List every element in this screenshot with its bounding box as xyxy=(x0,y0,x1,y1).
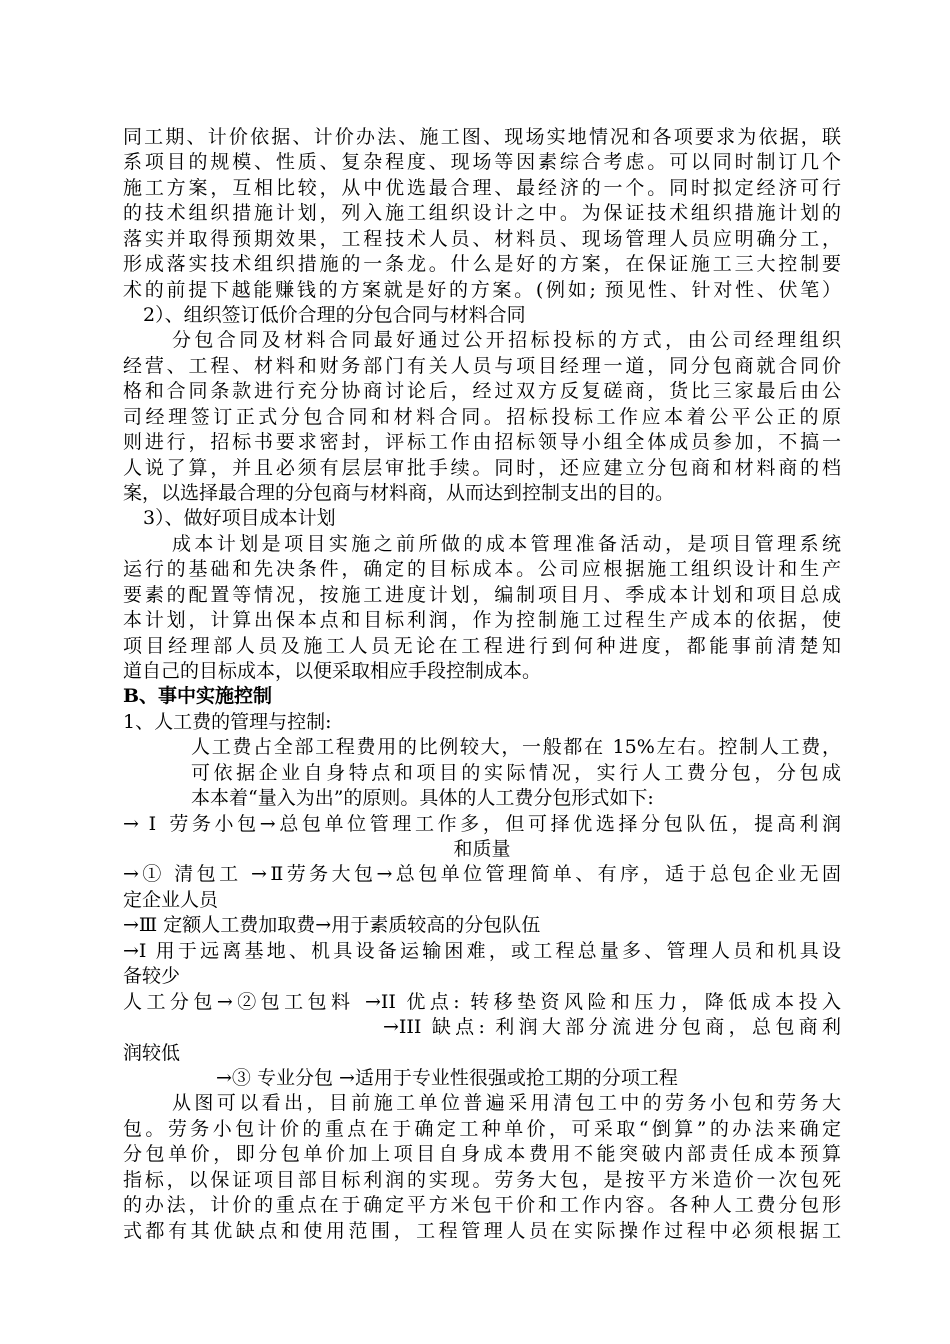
text-line: 项目经理部人员及施工人员无论在工程进行到何种进度，都能事前清楚知 xyxy=(123,635,841,657)
text-line: 分包合同及材料合同最好通过公开招标投标的方式，由公司经理组织 xyxy=(172,329,841,351)
text-line: 人工费占全部工程费用的比例较大，一般都在 15%左右。控制人工费， xyxy=(191,736,841,758)
text-line: 本计划，计算出保本点和目标利润，作为控制施工过程生产成本的依据，使 xyxy=(123,609,841,631)
text-line: 成本计划是项目实施之前所做的成本管理准备活动，是项目管理系统 xyxy=(172,533,841,555)
text-line: 道自己的目标成本，以便采取相应手段控制成本。 xyxy=(123,660,542,682)
text-line: 人说了算，并且必须有层层审批手续。同时，还应建立分包商和材料商的档 xyxy=(123,457,841,479)
text-line: 从图可以看出，目前施工单位普遍采用清包工中的劳务小包和劳务大 xyxy=(172,1092,841,1114)
text-line: 系项目的规模、性质、复杂程度、现场等因素综合考虑。可以同时制订几个 xyxy=(123,151,841,173)
text-line: 本本着“量入为出”的原则。具体的人工费分包形式如下: xyxy=(191,787,654,809)
text-line: 落实并取得预期效果，工程技术人员、材料员、现场管理人员应明确分工， xyxy=(123,228,841,250)
text-line: 司经理签订正式分包合同和材料合同。招标投标工作应本着公平公正的原 xyxy=(123,406,841,428)
diagram-line: → Ⅰ 劳务小包→总包单位管理工作多，但可择优选择分包队伍，提高利润 xyxy=(123,813,841,835)
text-line: 案，以选择最合理的分包商与材料商，从而达到控制支出的目的。 xyxy=(123,482,675,504)
diagram-line: 定企业人员 xyxy=(123,889,219,911)
text-line: 格和合同条款进行充分协商讨论后，经过双方反复磋商，货比三家最后由公 xyxy=(123,380,841,402)
text-line: 术的前提下越能赚钱的方案就是好的方案。(例如; 预见性、针对性、伏笔） xyxy=(123,279,841,301)
diagram-line: 备较少 xyxy=(123,965,181,987)
text-line: 形成落实技术组织措施的一条龙。什么是好的方案，在保证施工三大控制要 xyxy=(123,253,841,275)
diagram-line: →III 缺点: 利润大部分流进分包商，总包商利 xyxy=(383,1016,841,1038)
text-line: 要素的配置等情况，按施工进度计划，编制项目月、季成本计划和项目总成 xyxy=(123,584,841,606)
text-line: 同工期、计价依据、计价办法、施工图、现场实地情况和各项要求为依据，联 xyxy=(123,126,841,148)
section-heading: 2）、组织签订低价合理的分包合同与材料合同 xyxy=(143,304,526,326)
diagram-line: 润较低 xyxy=(123,1042,181,1064)
subsection-title: 1、人工费的管理与控制: xyxy=(123,711,332,733)
text-line: 可依据企业自身特点和项目的实际情况，实行人工费分包，分包成 xyxy=(191,762,841,784)
text-line: 式都有其优缺点和使用范围，工程管理人员在实际操作过程中必须根据工 xyxy=(123,1220,841,1242)
section-heading: 3）、做好项目成本计划 xyxy=(143,507,336,529)
diagram-line: 和质量 xyxy=(453,838,511,860)
text-line: 经营、工程、材料和财务部门有关人员与项目经理一道，同分包商就合同价 xyxy=(123,355,841,377)
diagram-line: →Ⅲ 定额人工费加取费→用于素质较高的分包队伍 xyxy=(123,914,541,936)
diagram-line: →③ 专业分包 →适用于专业性很强或抢工期的分项工程 xyxy=(216,1067,678,1089)
diagram-line: 人工分包→②包工包料 →II 优点: 转移垫资风险和压力，降低成本投入 xyxy=(123,991,841,1013)
text-line: 指标，以保证项目部目标利润的实现。劳务大包，是按平方米造价一次包死 xyxy=(123,1169,841,1191)
diagram-line: →I 用于远离基地、机具设备运输困难，或工程总量多、管理人员和机具设 xyxy=(123,940,841,962)
text-line: 包。劳务小包计价的重点在于确定工种单价，可采取“倒算”的办法来确定 xyxy=(123,1118,841,1140)
text-line: 则进行，招标书要求密封，评标工作由招标领导小组全体成员参加，不搞一 xyxy=(123,431,841,453)
text-line: 分包单价，即分包单价加上项目自身成本费用不能突破内部责任成本预算 xyxy=(123,1143,841,1165)
text-line: 的技术组织措施计划，列入施工组织设计之中。为保证技术组织措施计划的 xyxy=(123,202,841,224)
section-title: B、事中实施控制 xyxy=(123,685,273,707)
text-line: 运行的基础和先决条件，确定的目标成本。公司应根据施工组织设计和生产 xyxy=(123,558,841,580)
text-line: 的办法，计价的重点在于确定平方米包干价和工作内容。各种人工费分包形 xyxy=(123,1194,841,1216)
text-line: 施工方案，互相比较，从中优选最合理、最经济的一个。同时拟定经济可行 xyxy=(123,177,841,199)
diagram-line: →① 清包工 →Ⅱ劳务大包→总包单位管理简单、有序，适于总包企业无固 xyxy=(123,863,841,885)
